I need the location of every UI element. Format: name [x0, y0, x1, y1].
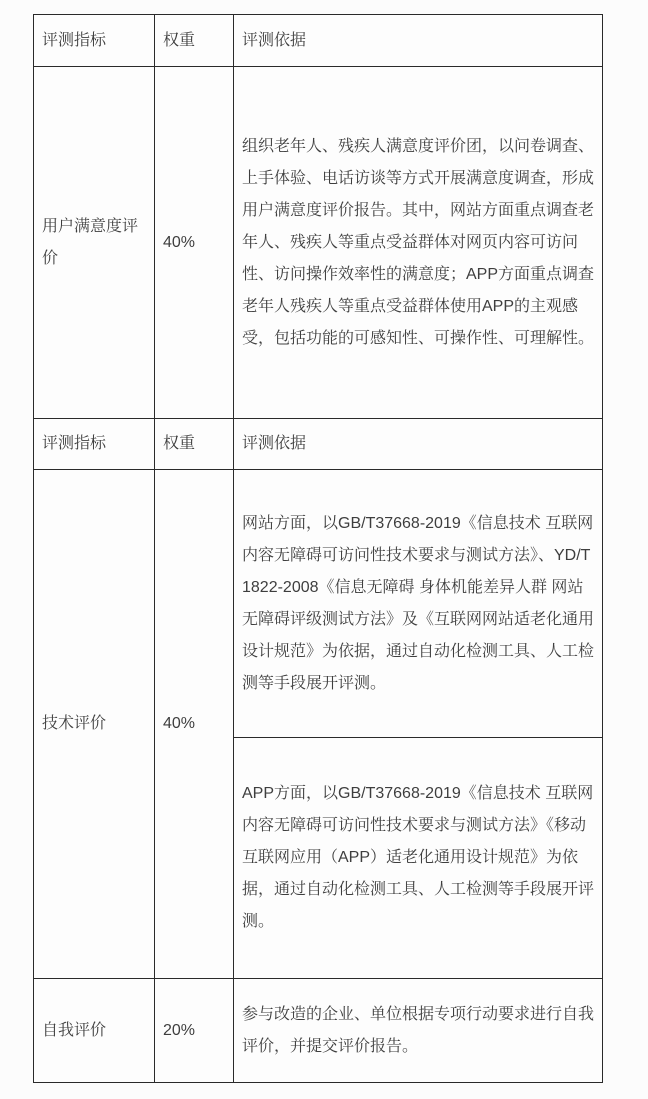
technical-weight-cell: 40%	[155, 470, 234, 979]
table-header-row-2	[34, 419, 603, 470]
header-cell-basis: 评测依据	[234, 419, 603, 470]
table-header-row-1	[34, 15, 603, 67]
row-user-satisfaction	[34, 67, 603, 419]
header-cell-basis: 评测依据	[234, 15, 603, 67]
evaluation-table-container	[33, 14, 603, 1083]
user-satisfaction-weight-cell: 40%	[155, 67, 234, 419]
row-self-evaluation	[34, 979, 603, 1083]
header-cell-indicator: 评测指标	[34, 419, 155, 470]
technical-indicator-cell: 技术评价	[34, 470, 155, 979]
self-evaluation-basis-cell: 参与改造的企业、单位根据专项行动要求进行自我评价，并提交评价报告。	[234, 979, 603, 1083]
self-evaluation-weight-cell: 20%	[155, 979, 234, 1083]
self-evaluation-indicator-cell: 自我评价	[34, 979, 155, 1083]
user-satisfaction-basis-cell: 组织老年人、残疾人满意度评价团，以问卷调查、上手体验、电话访谈等方式开展满意度调查，形成用户满意度评价报告。其中，网站方面重点调查老年人、残疾人等重点受益群体对网页内容可访问性、访问操作效率性的满意度；APP方面重点调查老年人残疾人等重点受益群体使用APP的主观感受，包括功能的可感知性、可操作性、可理解性。	[234, 67, 603, 419]
row-technical-website	[34, 470, 603, 738]
evaluation-table	[33, 14, 603, 1083]
user-satisfaction-indicator-cell: 用户满意度评价	[34, 67, 155, 419]
header-cell-weight: 权重	[155, 419, 234, 470]
header-cell-weight: 权重	[155, 15, 234, 67]
header-cell-indicator: 评测指标	[34, 15, 155, 67]
technical-basis-website-cell: 网站方面，以GB/T37668-2019《信息技术 互联网内容无障碍可访问性技术要求与测试方法》、YD/T 1822-2008《信息无障碍 身体机能差异人群 网站无障碍评级测试方法》及《互联网网站适老化通用设计规范》为依据，通过自动化检测工具、人工检测等手段展开评测。	[234, 470, 603, 738]
technical-basis-app-cell: APP方面，以GB/T37668-2019《信息技术 互联网内容无障碍可访问性技术要求与测试方法》《移动互联网应用（APP）适老化通用设计规范》为依据，通过自动化检测工具、人工检测等手段展开评测。	[234, 738, 603, 979]
